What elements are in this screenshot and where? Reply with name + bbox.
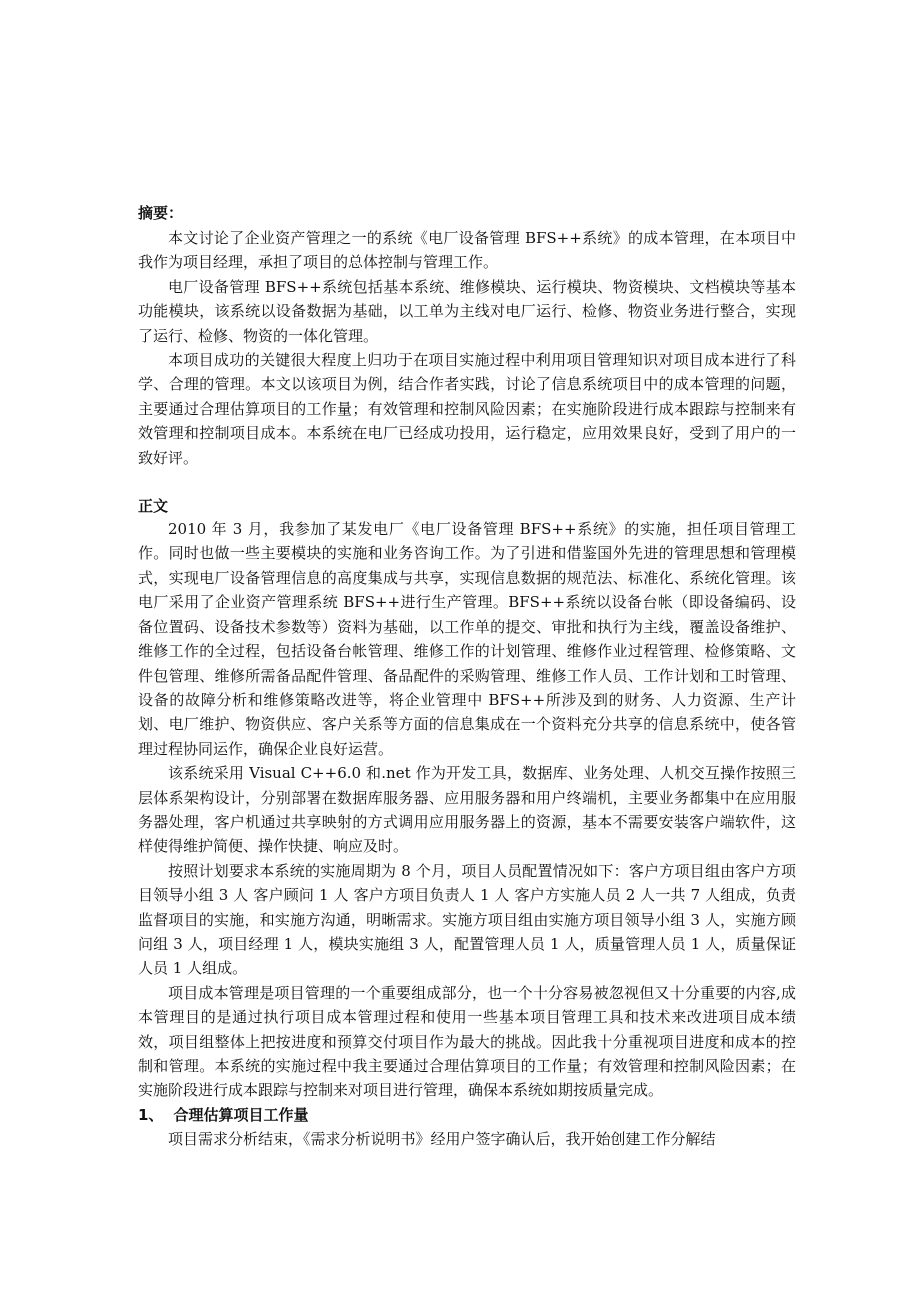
body-heading: 正文 xyxy=(138,497,169,516)
body-paragraph: 项目成本管理是项目管理的一个重要组成部分，也一个十分容易被忽视但又十分重要的内容,成本管理目的是通过执行项目成本管理过程和使用一些基本项目管理工具和技术来改进项目成本绩效，项目组整体上把按进度和预算交付项目作为最大的挑战。因此我十分重视项目进度和成本的控制和管理。本系统的实施过程中我主要通过合理估算项目的工作量；有效管理和控制风险因素；在实施阶段进行成本跟踪与控制来对项目进行管理，确保本系统如期按质量完成。 xyxy=(138,983,796,1100)
abstract-paragraph: 本项目成功的关键很大程度上归功于在项目实施过程中利用项目管理知识对项目成本进行了科学、合理的管理。本文以该项目为例，结合作者实践，讨论了信息系统项目中的成本管理的问题，主要通过合理估算项目的工作量；有效管理和控制风险因素；在实施阶段进行成本跟踪与控制来有效管理和控制项目成本。本系统在电厂已经成功投用，运行稳定，应用效果良好，受到了用户的一致好评。 xyxy=(138,351,796,467)
spacer xyxy=(138,470,796,496)
abstract-heading: 摘要： xyxy=(138,204,184,222)
section-number: 1、 xyxy=(138,1105,164,1124)
body-paragraph: 该系统采用 Visual C++6.0 和.net 作为开发工具，数据库、业务处理、人机交互操作按照三层体系架构设计，分别部署在数据库服务器、应用服务器和用户终端机，主要业务都集中在应用服务器处理，客户机通过共享映射的方式调用应用服务器上的资源，基本不需要安装客户端软件，这样使得维护简便、操作快捷、响应及时。 xyxy=(138,764,796,856)
section-paragraph: 项目需求分析结束，《需求分析说明书》经用户签字确认后，我开始创建工作分解结 xyxy=(168,1129,716,1148)
body-paragraph: 按照计划要求本系统的实施周期为 8 个月，项目人员配置情况如下：客户方项目组由客户方项目领导小组 3 人 客户顾问 1 人 客户方项目负责人 1 人 客户方实施人员 2 人一共 7 人组成，负责监督项目的实施，和实施方沟通，明晰需求。实施方项目组由实施方项目领导小组 3 人，实施方顾问组 3 人，项目经理 1 人，模块实施组 3 人，配置管理人员 1 人，质量管理人员 1 人，质量保证人员 1 人组成。 xyxy=(138,861,796,978)
abstract-paragraph: 本文讨论了企业资产管理之一的系统《电厂设备管理 BFS++系统》的成本管理，在本项目中我作为项目经理，承担了项目的总体控制与管理工作。 xyxy=(138,229,796,272)
section-title xyxy=(138,1103,796,1127)
body-paragraph: 2010 年 3 月，我参加了某发电厂《电厂设备管理 BFS++系统》的实施，担任项目管理工作。同时也做一些主要模块的实施和业务咨询工作。为了引进和借鉴国外先进的管理思想和管理模式，实现电厂设备管理信息的高度集成与共享，实现信息数据的规范法、标准化、系统化管理。该电厂采用了企业资产管理系统 BFS++进行生产管理。BFS++系统以设备台帐（即设备编码、设备位置码、设备技术参数等）资料为基础，以工作单的提交、审批和执行为主线，覆盖设备维护、维修工作的全过程，包括设备台帐管理、维修工作的计划管理、维修作业过程管理、检修策略、文件包管理、维修所需备品配件管理、备品配件的采购管理、维修工作人员、工作计划和工时管理、设备的故障分析和维修策略改进等，将企业管理中 BFS++所涉及到的财务、人力资源、生产计划、电厂维护、物资供应、客户关系等方面的信息集成在一个资料充分共享的信息系统中，使各管理过程协同运作，确保企业良好运营。 xyxy=(138,520,796,758)
section-title-text: 合理估算项目工作量 xyxy=(173,1105,309,1124)
abstract-paragraph: 电厂设备管理 BFS++系统包括基本系统、维修模块、运行模块、物资模块、文档模块等基本功能模块，该系统以设备数据为基础，以工单为主线对电厂运行、检修、物资业务进行整合，实现了运行、检修、物资的一体化管理。 xyxy=(138,277,796,345)
document-page xyxy=(138,203,796,1151)
